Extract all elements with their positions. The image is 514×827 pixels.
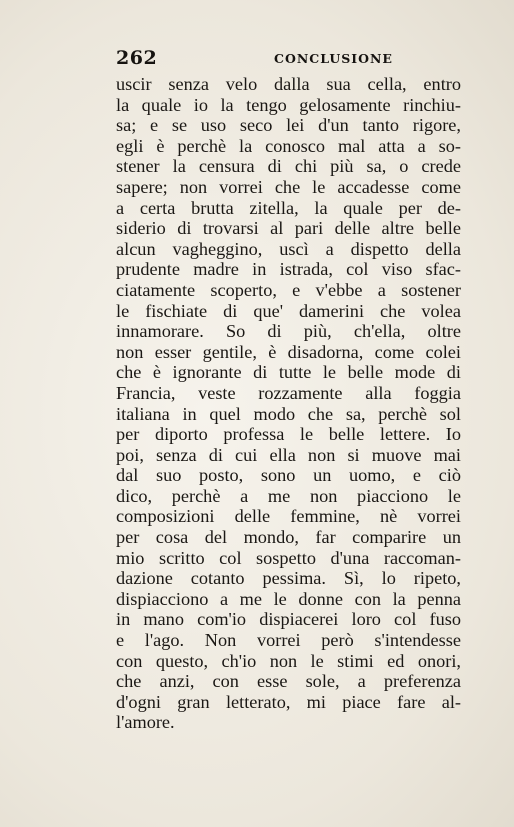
text-line: l'amore.	[116, 712, 175, 733]
text-line: composizioni delle femmine, nè vorrei	[116, 506, 461, 527]
text-line: ciatamente scoperto, e v'ebbe a sostener	[116, 279, 461, 300]
text-line: le fischiate di que' damerini che volea	[116, 300, 461, 321]
text-line: sa; e se uso seco lei d'un tanto rigore,	[116, 115, 461, 136]
text-line: Francia, veste rozzamente alla foggia	[116, 382, 461, 403]
text-line: la quale io la tengo gelosamente rinchiu-	[116, 94, 461, 115]
text-line: egli è perchè la conosco mal atta a so-	[116, 135, 461, 156]
text-line: stener la censura di chi più sa, o crede	[116, 156, 461, 177]
text-line: italiana in quel modo che sa, perchè sol	[116, 403, 461, 424]
text-line: innamorare. So di più, ch'ella, oltre	[116, 321, 461, 342]
body-text	[116, 74, 461, 733]
text-line: uscir senza velo dalla sua cella, entro	[116, 74, 461, 94]
text-line: non esser gentile, è disadorna, come colei	[116, 341, 461, 362]
text-line: dazione cotanto pessima. Sì, lo ripeto,	[116, 568, 461, 589]
text-line: poi, senza di cui ella non si muove mai	[116, 444, 461, 465]
text-line: prudente madre in istrada, col viso sfac-	[116, 259, 461, 280]
text-line: alcun vagheggino, uscì a dispetto della	[116, 238, 461, 259]
text-line: d'ogni gran letterato, mi piace fare al-	[116, 691, 461, 712]
text-line: dal suo posto, sono un uomo, e ciò	[116, 465, 461, 486]
text-line: sapere; non vorrei che le accadesse come	[116, 176, 461, 197]
text-line: con questo, ch'io non le stimi ed onori,	[116, 650, 461, 671]
text-line: siderio di trovarsi al pari delle altre belle	[116, 218, 461, 239]
text-line: in mano com'io dispiacerei loro col fuso	[116, 609, 461, 630]
running-head: CONCLUSIONE	[274, 51, 393, 66]
text-line: che è ignorante di tutte le belle mode di	[116, 362, 461, 383]
page-number: 262	[116, 47, 158, 69]
text-line: dico, perchè a me non piacciono le	[116, 485, 461, 506]
text-line: che anzi, con esse sole, a preferenza	[116, 671, 461, 692]
page-header	[116, 47, 461, 71]
text-line: per diporto professa le belle lettere. Io	[116, 424, 461, 445]
text-line: mio scritto col sospetto d'una raccoman-	[116, 547, 461, 568]
text-line: dispiacciono a me le donne con la penna	[116, 588, 461, 609]
text-line: per cosa del mondo, far comparire un	[116, 527, 461, 548]
text-line: e l'ago. Non vorrei però s'intendesse	[116, 630, 461, 651]
text-line: a certa brutta zitella, la quale per de-	[116, 197, 461, 218]
